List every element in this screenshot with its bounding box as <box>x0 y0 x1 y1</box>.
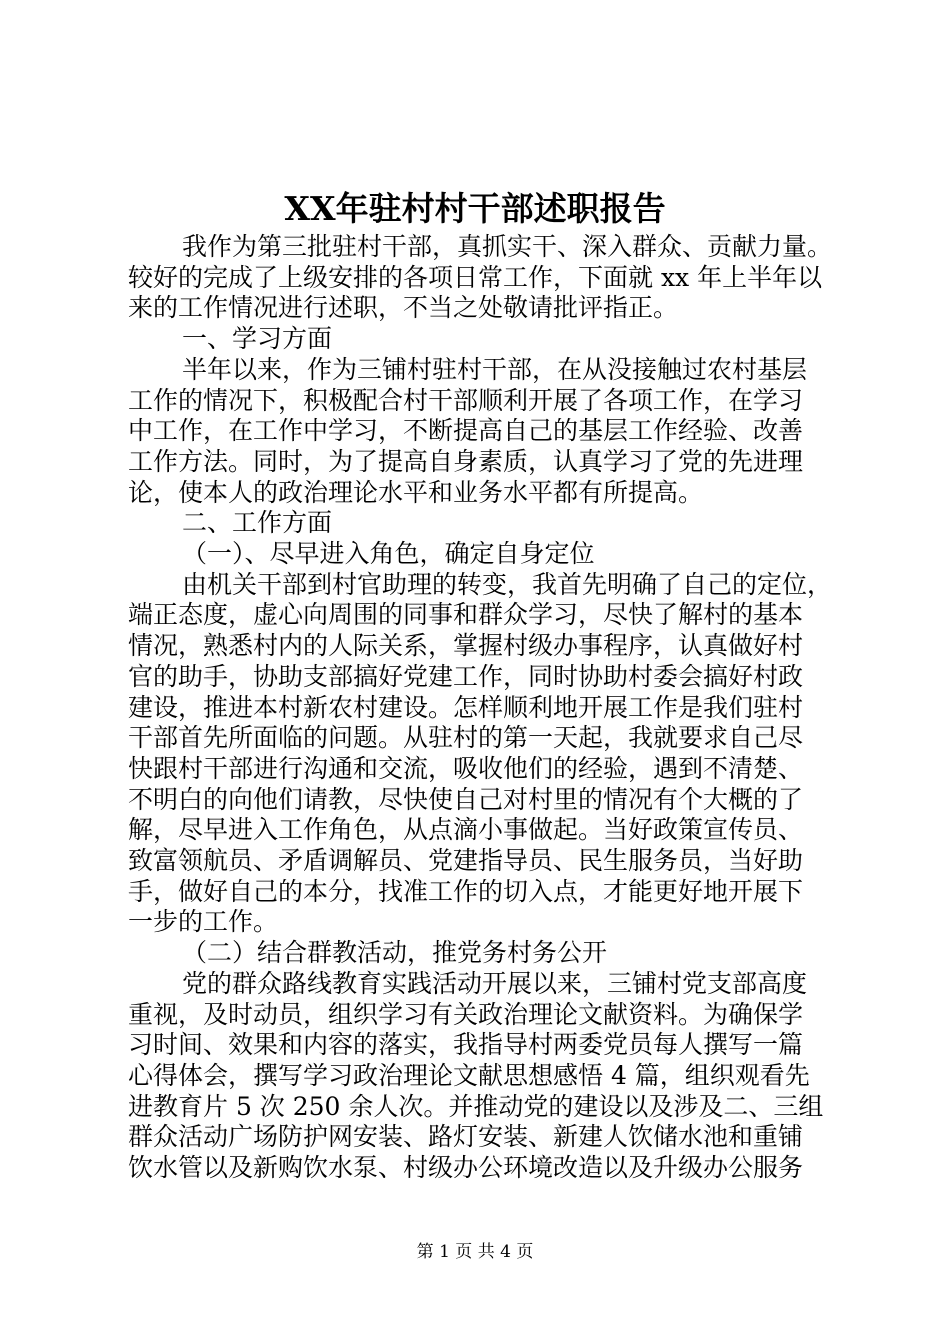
paragraph-line: 建设，推进本村新农村建设。怎样顺利地开展工作是我们驻村 <box>128 692 804 722</box>
paragraph-line: 端正态度，虚心向周围的同事和群众学习，尽快了解村的基本 <box>128 600 804 630</box>
paragraph-line: 半年以来，作为三铺村驻村干部，在从没接触过农村基层 <box>182 354 808 384</box>
paragraph-line: 心得体会，撰写学习政治理论文献思想感悟 4 篇，组织观看先 <box>128 1060 810 1090</box>
section-heading: 二、工作方面 <box>182 508 333 538</box>
paragraph-line: 来的工作情况进行述职，不当之处敬请批评指正。 <box>128 293 679 323</box>
paragraph-line: 工作方法。同时，为了提高自身素质，认真学习了党的先进理 <box>128 446 804 476</box>
paragraph-line: 习时间、效果和内容的落实，我指导村两委党员每人撰写一篇 <box>128 1030 804 1060</box>
paragraph-line: 工作的情况下，积极配合村干部顺利开展了各项工作，在学习 <box>128 385 804 415</box>
paragraph-line: 重视，及时动员，组织学习有关政治理论文献资料。为确保学 <box>128 999 804 1029</box>
paragraph-line: 致富领航员、矛盾调解员、党建指导员、民生服务员，当好助 <box>128 846 804 876</box>
subsection-heading: （二）结合群教活动，推党务村务公开 <box>182 938 608 968</box>
subsection-heading: （一）、尽早进入角色，确定自身定位 <box>182 539 595 569</box>
paragraph-line: 不明白的向他们请教，尽快使自己对村里的情况有个大概的了 <box>128 784 804 814</box>
paragraph-line: 由机关干部到村官助理的转变，我首先明确了自己的定位， <box>182 569 832 599</box>
paragraph-line: 情况，熟悉村内的人际关系，掌握村级办事程序，认真做好村 <box>128 631 804 661</box>
paragraph-line: 手，做好自己的本分，找准工作的切入点，才能更好地开展下 <box>128 876 804 906</box>
paragraph-line: 解，尽早进入工作角色，从点滴小事做起。当好政策宣传员、 <box>128 815 804 845</box>
paragraph-line: 快跟村干部进行沟通和交流，吸收他们的经验，遇到不清楚、 <box>128 753 804 783</box>
paragraph-line: 进教育片 5 次 250 余人次。并推动党的建设以及涉及二、三组 <box>128 1091 824 1121</box>
paragraph-line: 群众活动广场防护网安装、路灯安装、新建人饮储水池和重铺 <box>128 1122 804 1152</box>
section-heading: 一、学习方面 <box>182 324 333 354</box>
page-footer: 第 1 页 共 4 页 <box>416 1242 534 1262</box>
paragraph-line: 饮水管以及新购饮水泵、村级办公环境改造以及升级办公服务 <box>128 1153 804 1183</box>
paragraph-line: 干部首先所面临的问题。从驻村的第一天起，我就要求自己尽 <box>128 723 804 753</box>
paragraph-line: 党的群众路线教育实践活动开展以来，三铺村党支部高度 <box>182 968 808 998</box>
paragraph-line: 我作为第三批驻村干部，真抓实干、深入群众、贡献力量。 <box>182 232 832 261</box>
paragraph-line: 论，使本人的政治理论水平和业务水平都有所提高。 <box>128 477 704 507</box>
document-body <box>128 232 832 1184</box>
paragraph-line: 一步的工作。 <box>128 907 279 937</box>
paragraph-line: 较好的完成了上级安排的各项日常工作，下面就 xx 年上半年以 <box>128 262 823 292</box>
paragraph-line: 中工作，在工作中学习，不断提高自己的基层工作经验、改善 <box>128 416 804 446</box>
paragraph-line: 官的助手，协助支部搞好党建工作，同时协助村委会搞好村政 <box>128 661 804 691</box>
document-title: XX年驻村村干部述职报告 <box>284 189 666 228</box>
